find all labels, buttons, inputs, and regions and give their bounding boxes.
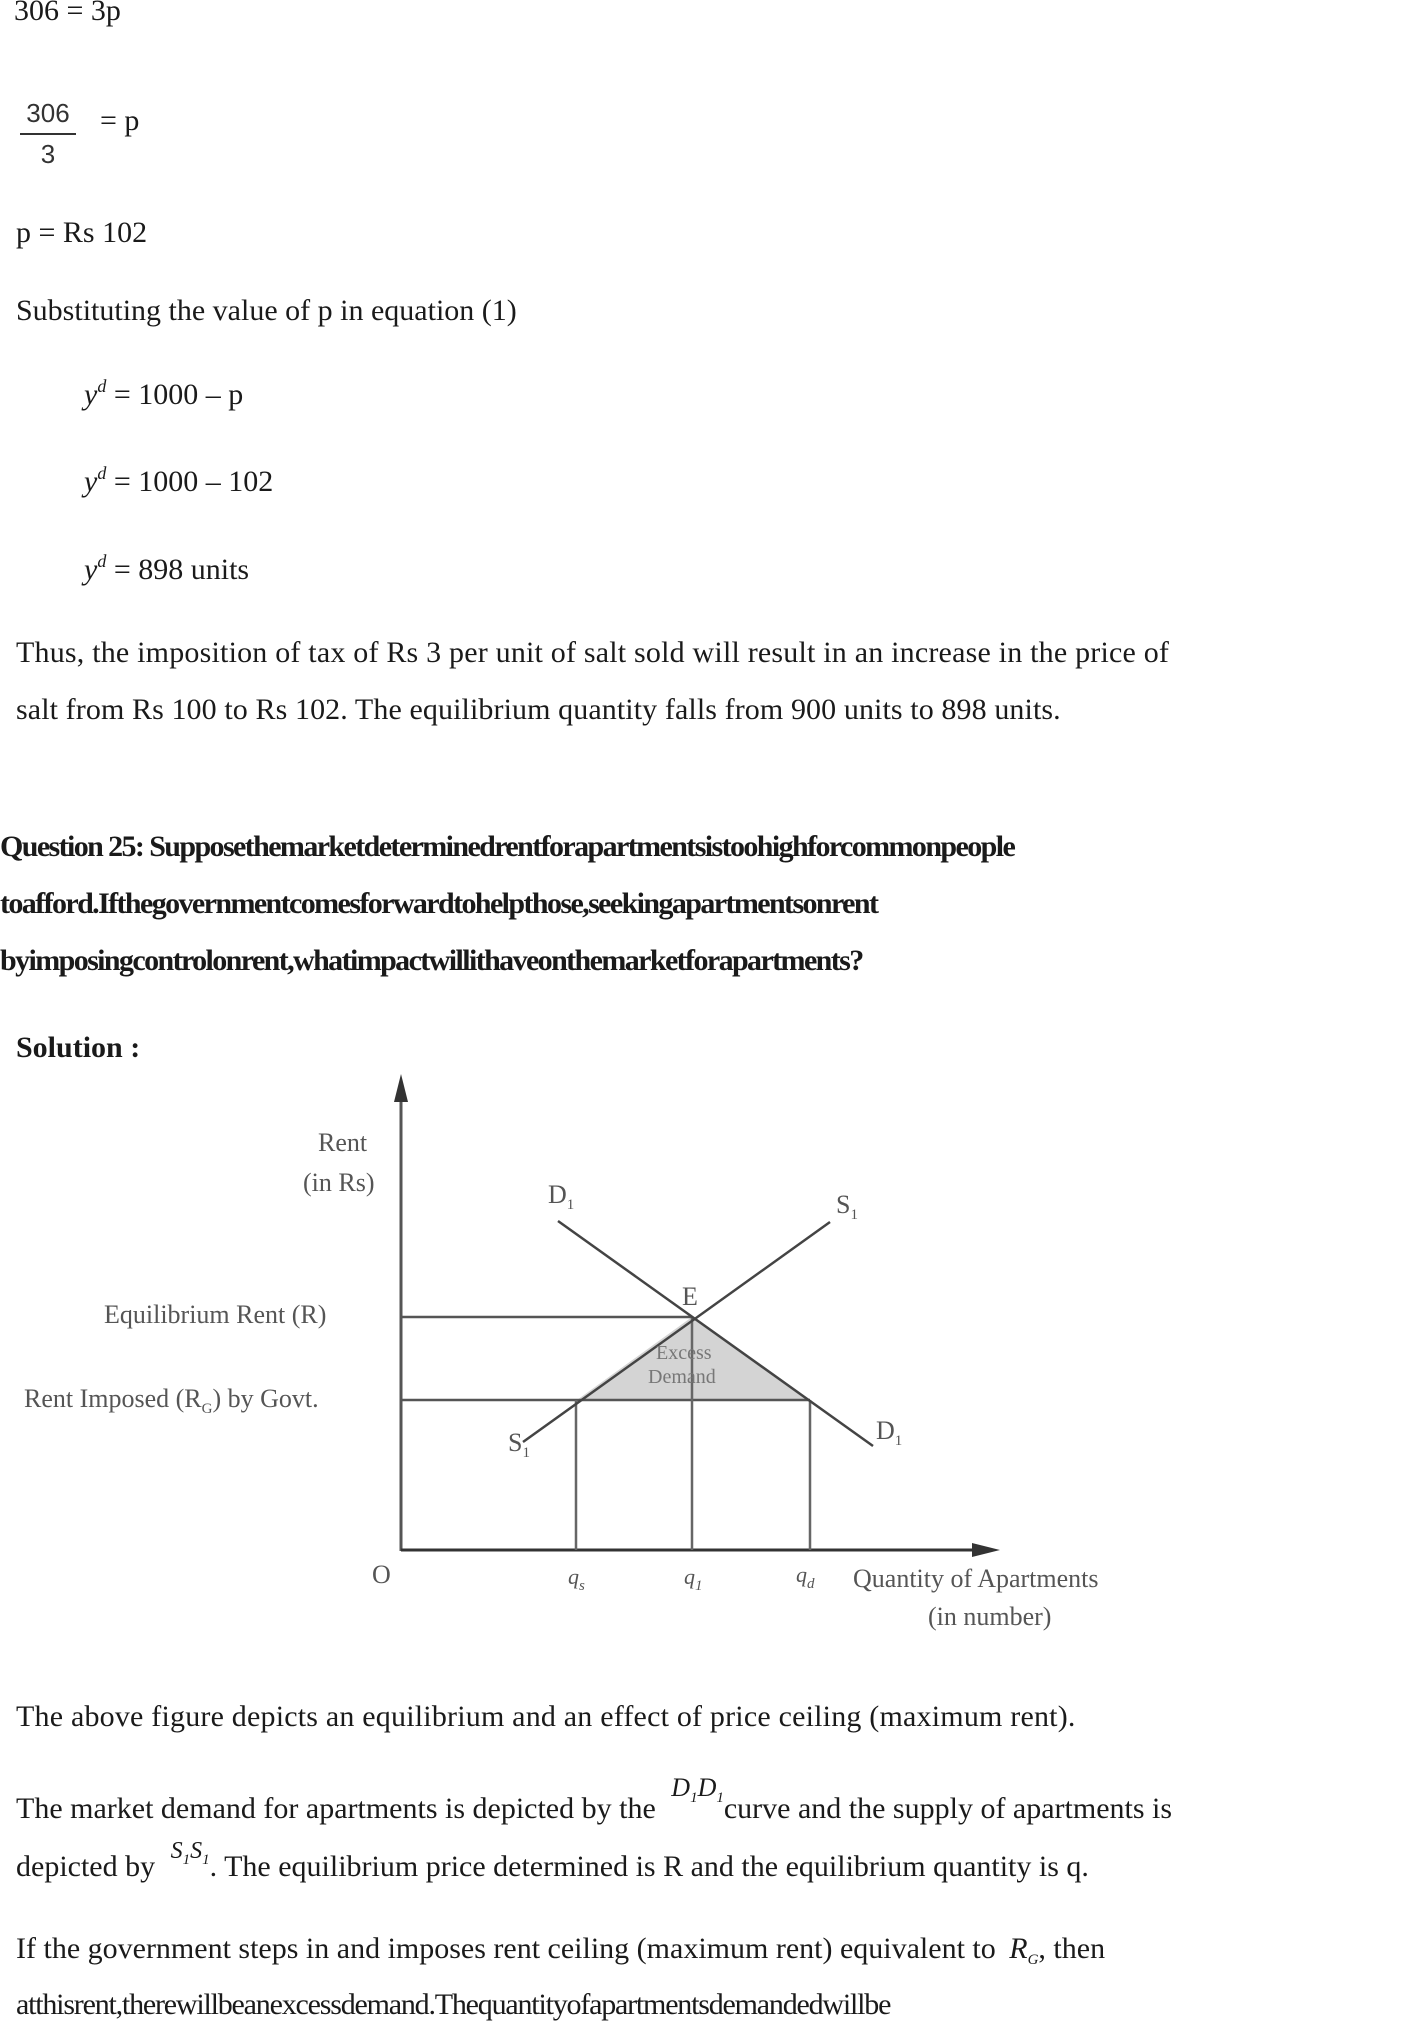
demand-equation-2 bbox=[84, 463, 273, 499]
origin-label: O bbox=[372, 1560, 391, 1589]
question-line-1: Question 25: Supposethemarketdeterminedrentforapartmentsistoohighforcommonpeople bbox=[0, 830, 1015, 863]
explanation-paragraph-4 bbox=[16, 1932, 1105, 1969]
fraction-denominator: 3 bbox=[40, 139, 56, 169]
excess-label-line-1: Excess bbox=[656, 1342, 712, 1364]
question-line-3: byimposingcontrolonrent,whatimpactwillithaveonthemarketforapartments? bbox=[0, 944, 863, 977]
sub-1: 1 bbox=[850, 1207, 858, 1223]
sub-1: 1 bbox=[894, 1433, 903, 1449]
s1s1-symbol bbox=[170, 1838, 210, 1868]
equation-306-3p: 306 = 3p bbox=[14, 0, 121, 27]
sup-d: d bbox=[97, 551, 107, 571]
p4-text-b: , then bbox=[1038, 1932, 1106, 1965]
x-tick-q1 bbox=[684, 1564, 703, 1595]
rhs-1: = 1000 – p bbox=[113, 378, 244, 411]
equilibrium-point-label: E bbox=[682, 1282, 698, 1311]
x-axis-arrow-icon bbox=[972, 1543, 1000, 1557]
label-d1-top bbox=[548, 1180, 574, 1214]
question-line-2: toafford.Ifthegovernmentcomesforwardtohelpthose,seekingapartmentsonrent bbox=[0, 887, 878, 920]
y-axis-label-rent: Rent bbox=[318, 1128, 368, 1157]
p3-text-a: depicted by bbox=[16, 1850, 156, 1883]
supply-curve-s1 bbox=[523, 1222, 830, 1442]
letter-s: S bbox=[508, 1428, 523, 1457]
letter-q: q bbox=[568, 1564, 579, 1589]
x-axis-label-unit: (in number) bbox=[928, 1602, 1052, 1631]
letter-d: D bbox=[671, 1773, 691, 1802]
letter-q: q bbox=[796, 1562, 807, 1587]
sub-1: 1 bbox=[716, 1790, 724, 1806]
price-result: p = Rs 102 bbox=[16, 216, 148, 249]
letter-s: S bbox=[170, 1838, 183, 1864]
fraction-numerator: 306 bbox=[20, 98, 76, 135]
letter-s: S bbox=[190, 1838, 203, 1864]
x-tick-qs bbox=[568, 1564, 585, 1595]
solution-label: Solution : bbox=[16, 1031, 141, 1064]
rent-imposed-text-end: ) by Govt. bbox=[212, 1384, 319, 1413]
explanation-paragraph-5: atthisrent,therewillbeanexcessdemand.Thequantityofapartmentsdemandedwillbe bbox=[16, 1988, 891, 2021]
var-y: y bbox=[84, 378, 98, 411]
demand-curve-d1 bbox=[558, 1221, 873, 1446]
rent-imposed-text: Rent Imposed (R bbox=[24, 1384, 202, 1413]
var-y: y bbox=[84, 553, 98, 586]
fraction-rhs: = p bbox=[100, 104, 140, 137]
sub-1: 1 bbox=[522, 1445, 530, 1461]
conclusion-line-1: Thus, the imposition of tax of Rs 3 per unit of salt sold will result in an increase in the price of bbox=[16, 636, 1170, 669]
p3-text-b: . The equilibrium price determined is R and the equilibrium quantity is q. bbox=[209, 1850, 1089, 1883]
y-axis-arrow-icon bbox=[394, 1074, 408, 1102]
conclusion-line-2: salt from Rs 100 to Rs 102. The equilibrium quantity falls from 900 units to 898 units. bbox=[16, 693, 1061, 726]
explanation-paragraph-2 bbox=[16, 1773, 1173, 1829]
chart-svg bbox=[0, 1060, 1426, 1660]
sub-1: 1 bbox=[695, 1578, 703, 1594]
label-s1-top bbox=[836, 1190, 858, 1224]
rent-imposed-sub: G bbox=[201, 1401, 213, 1417]
x-axis-label: Quantity of Apartments bbox=[853, 1564, 1099, 1593]
demand-equation-1 bbox=[84, 376, 243, 412]
sub-s: s bbox=[579, 1578, 585, 1594]
demand-equation-3 bbox=[84, 551, 249, 587]
p2-text-b: curve and the supply of apartments is bbox=[723, 1792, 1173, 1825]
label-d1-bottom bbox=[876, 1416, 902, 1450]
x-tick-qd bbox=[796, 1562, 815, 1593]
substitution-intro: Substituting the value of p in equation (1) bbox=[16, 294, 517, 327]
sub-g: G bbox=[1027, 1952, 1039, 1968]
rhs-3: = 898 units bbox=[113, 553, 250, 586]
sub-1: 1 bbox=[566, 1197, 575, 1213]
rhs-2: = 1000 – 102 bbox=[113, 465, 274, 498]
letter-r: R bbox=[1009, 1932, 1028, 1965]
sub-1: 1 bbox=[182, 1852, 191, 1868]
rent-ceiling-chart bbox=[0, 1060, 1426, 1660]
p2-text-a: The market demand for apartments is depicted by the bbox=[16, 1792, 656, 1825]
sub-d: d bbox=[807, 1576, 815, 1592]
sub-1: 1 bbox=[690, 1790, 698, 1806]
fraction-306-over-3 bbox=[20, 98, 76, 170]
var-y: y bbox=[84, 465, 98, 498]
explanation-paragraph-1: The above figure depicts an equilibrium and an effect of price ceiling (maximum rent). bbox=[16, 1700, 1076, 1733]
y-tick-equilibrium-rent: Equilibrium Rent (R) bbox=[104, 1300, 327, 1329]
letter-d: D bbox=[548, 1180, 567, 1209]
d1d1-symbol bbox=[671, 1773, 724, 1806]
letter-d: D bbox=[697, 1773, 717, 1802]
rg-symbol bbox=[1009, 1932, 1039, 1968]
sup-d: d bbox=[97, 463, 107, 483]
letter-d: D bbox=[876, 1416, 895, 1445]
label-s1-bottom bbox=[508, 1428, 530, 1462]
p4-text-a: If the government steps in and imposes rent ceiling (maximum rent) equivalent to bbox=[16, 1932, 996, 1965]
letter-q: q bbox=[684, 1564, 695, 1589]
excess-label-line-2: Demand bbox=[648, 1366, 716, 1388]
y-tick-rent-imposed bbox=[24, 1384, 319, 1418]
sub-1: 1 bbox=[202, 1852, 210, 1868]
sup-d: d bbox=[97, 376, 107, 396]
explanation-paragraph-3 bbox=[16, 1838, 1089, 1887]
y-axis-label-unit: (in Rs) bbox=[303, 1168, 375, 1197]
letter-s: S bbox=[836, 1190, 851, 1219]
